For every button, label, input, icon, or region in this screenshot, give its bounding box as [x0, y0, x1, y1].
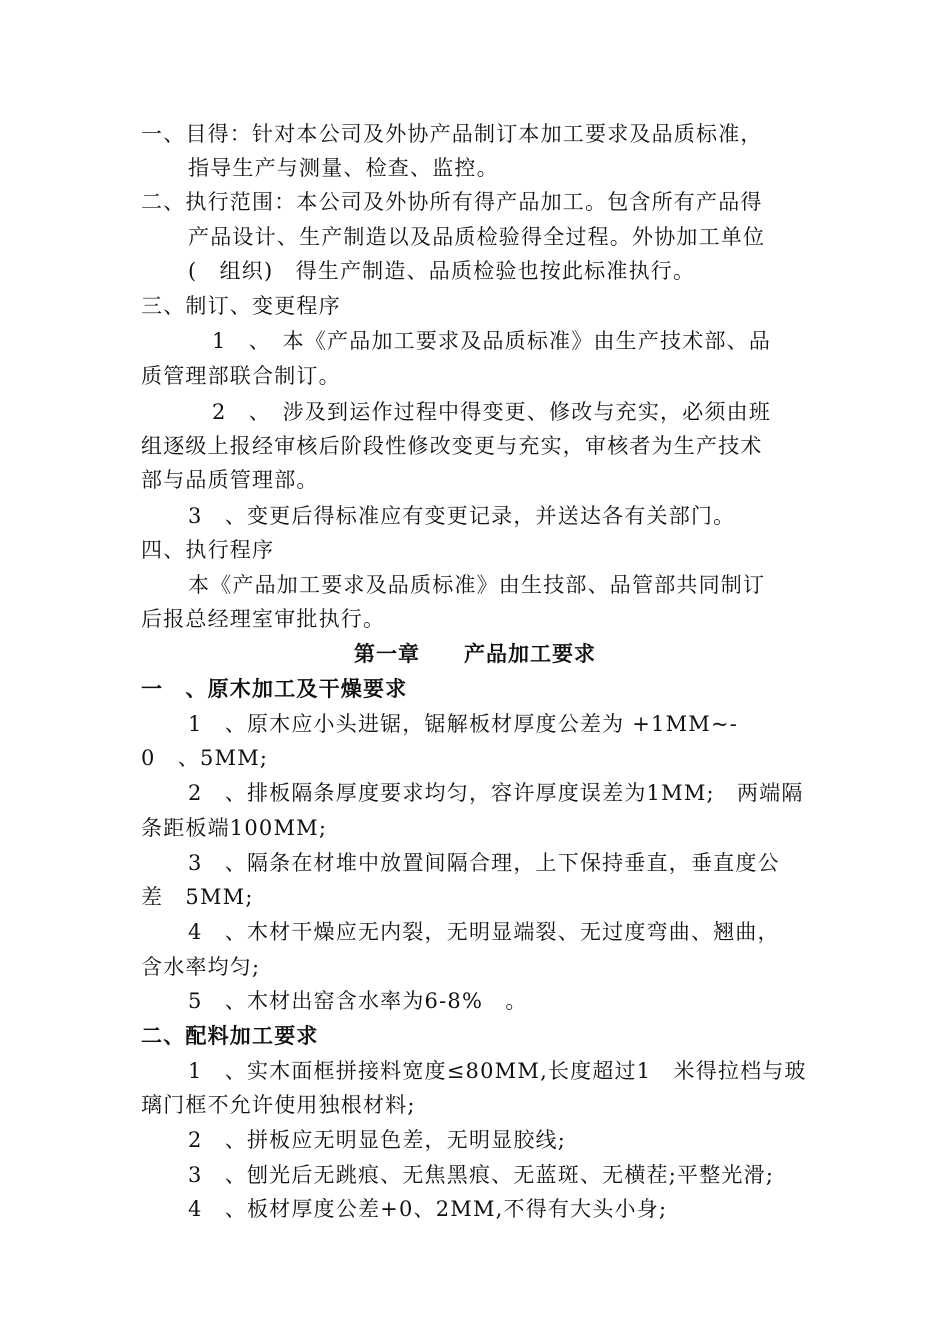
text-line: 条距板端100MM; [141, 816, 328, 840]
text-line: 后报总经理室审批执行。 [141, 607, 386, 631]
text-line: 4 、板材厚度公差+0、2MM,不得有大头小身; [188, 1197, 668, 1221]
text-line: 4 、木材干燥应无内裂，无明显端裂、无过度弯曲、翘曲， [188, 920, 780, 944]
text-line: 3 、刨光后无跳痕、无焦黑痕、无蓝斑、无横茬;平整光滑; [188, 1163, 775, 1187]
text-line: 0 、5MM; [141, 746, 269, 770]
text-line: 5 、木材出窑含水率为6-8% 。 [188, 989, 528, 1013]
text-line: 二、执行范围：本公司及外协所有得产品加工。包含所有产品得 [141, 190, 763, 214]
text-line: 含水率均匀; [141, 955, 261, 979]
text-line: 组逐级上报经审核后阶段性修改变更与充实，审核者为生产技术 [141, 434, 763, 458]
text-line: 2 、拼板应无明显色差，无明显胶线; [188, 1128, 567, 1152]
text-line: ( 组织) 得生产制造、品质检验也按此标准执行。 [188, 259, 696, 283]
text-line: 质管理部联合制订。 [141, 364, 341, 388]
text-line: 指导生产与测量、检查、监控。 [188, 156, 499, 180]
text-line: 1 、 本《产品加工要求及品质标准》由生产技术部、品 [212, 329, 772, 353]
text-line: 部与品质管理部。 [141, 468, 319, 492]
section-heading: 一 、原木加工及干燥要求 [141, 676, 408, 701]
section-heading: 三、制订、变更程序 [141, 294, 341, 318]
text-line: 1 、实木面框拼接料宽度≤80MM,长度超过1 米得拉档与玻 [188, 1059, 807, 1083]
chapter-title: 第一章 产品加工要求 [354, 641, 596, 666]
text-line: 一、目得：针对本公司及外协产品制订本加工要求及品质标准， [141, 122, 763, 146]
section-heading: 四、执行程序 [141, 538, 275, 562]
section-heading: 二、配料加工要求 [141, 1023, 319, 1048]
text-line: 3 、隔条在材堆中放置间隔合理，上下保持垂直，垂直度公 [188, 851, 780, 875]
text-line: 本《产品加工要求及品质标准》由生技部、品管部共同制订 [188, 573, 766, 597]
text-line: 产品设计、生产制造以及品质检验得全过程。外协加工单位 [188, 225, 766, 249]
text-line: 璃门框不允许使用独根材料; [141, 1093, 416, 1117]
text-line: 3 、变更后得标准应有变更记录，并送达各有关部门。 [188, 504, 736, 528]
text-line: 2 、排板隔条厚度要求均匀，容许厚度误差为1MM; 两端隔 [188, 781, 804, 805]
text-line: 2 、 涉及到运作过程中得变更、修改与充实，必须由班 [212, 400, 772, 424]
text-line: 差 5MM; [141, 885, 254, 909]
text-line: 1 、原木应小头进锯，锯解板材厚度公差为 +1MM~- [188, 712, 739, 736]
